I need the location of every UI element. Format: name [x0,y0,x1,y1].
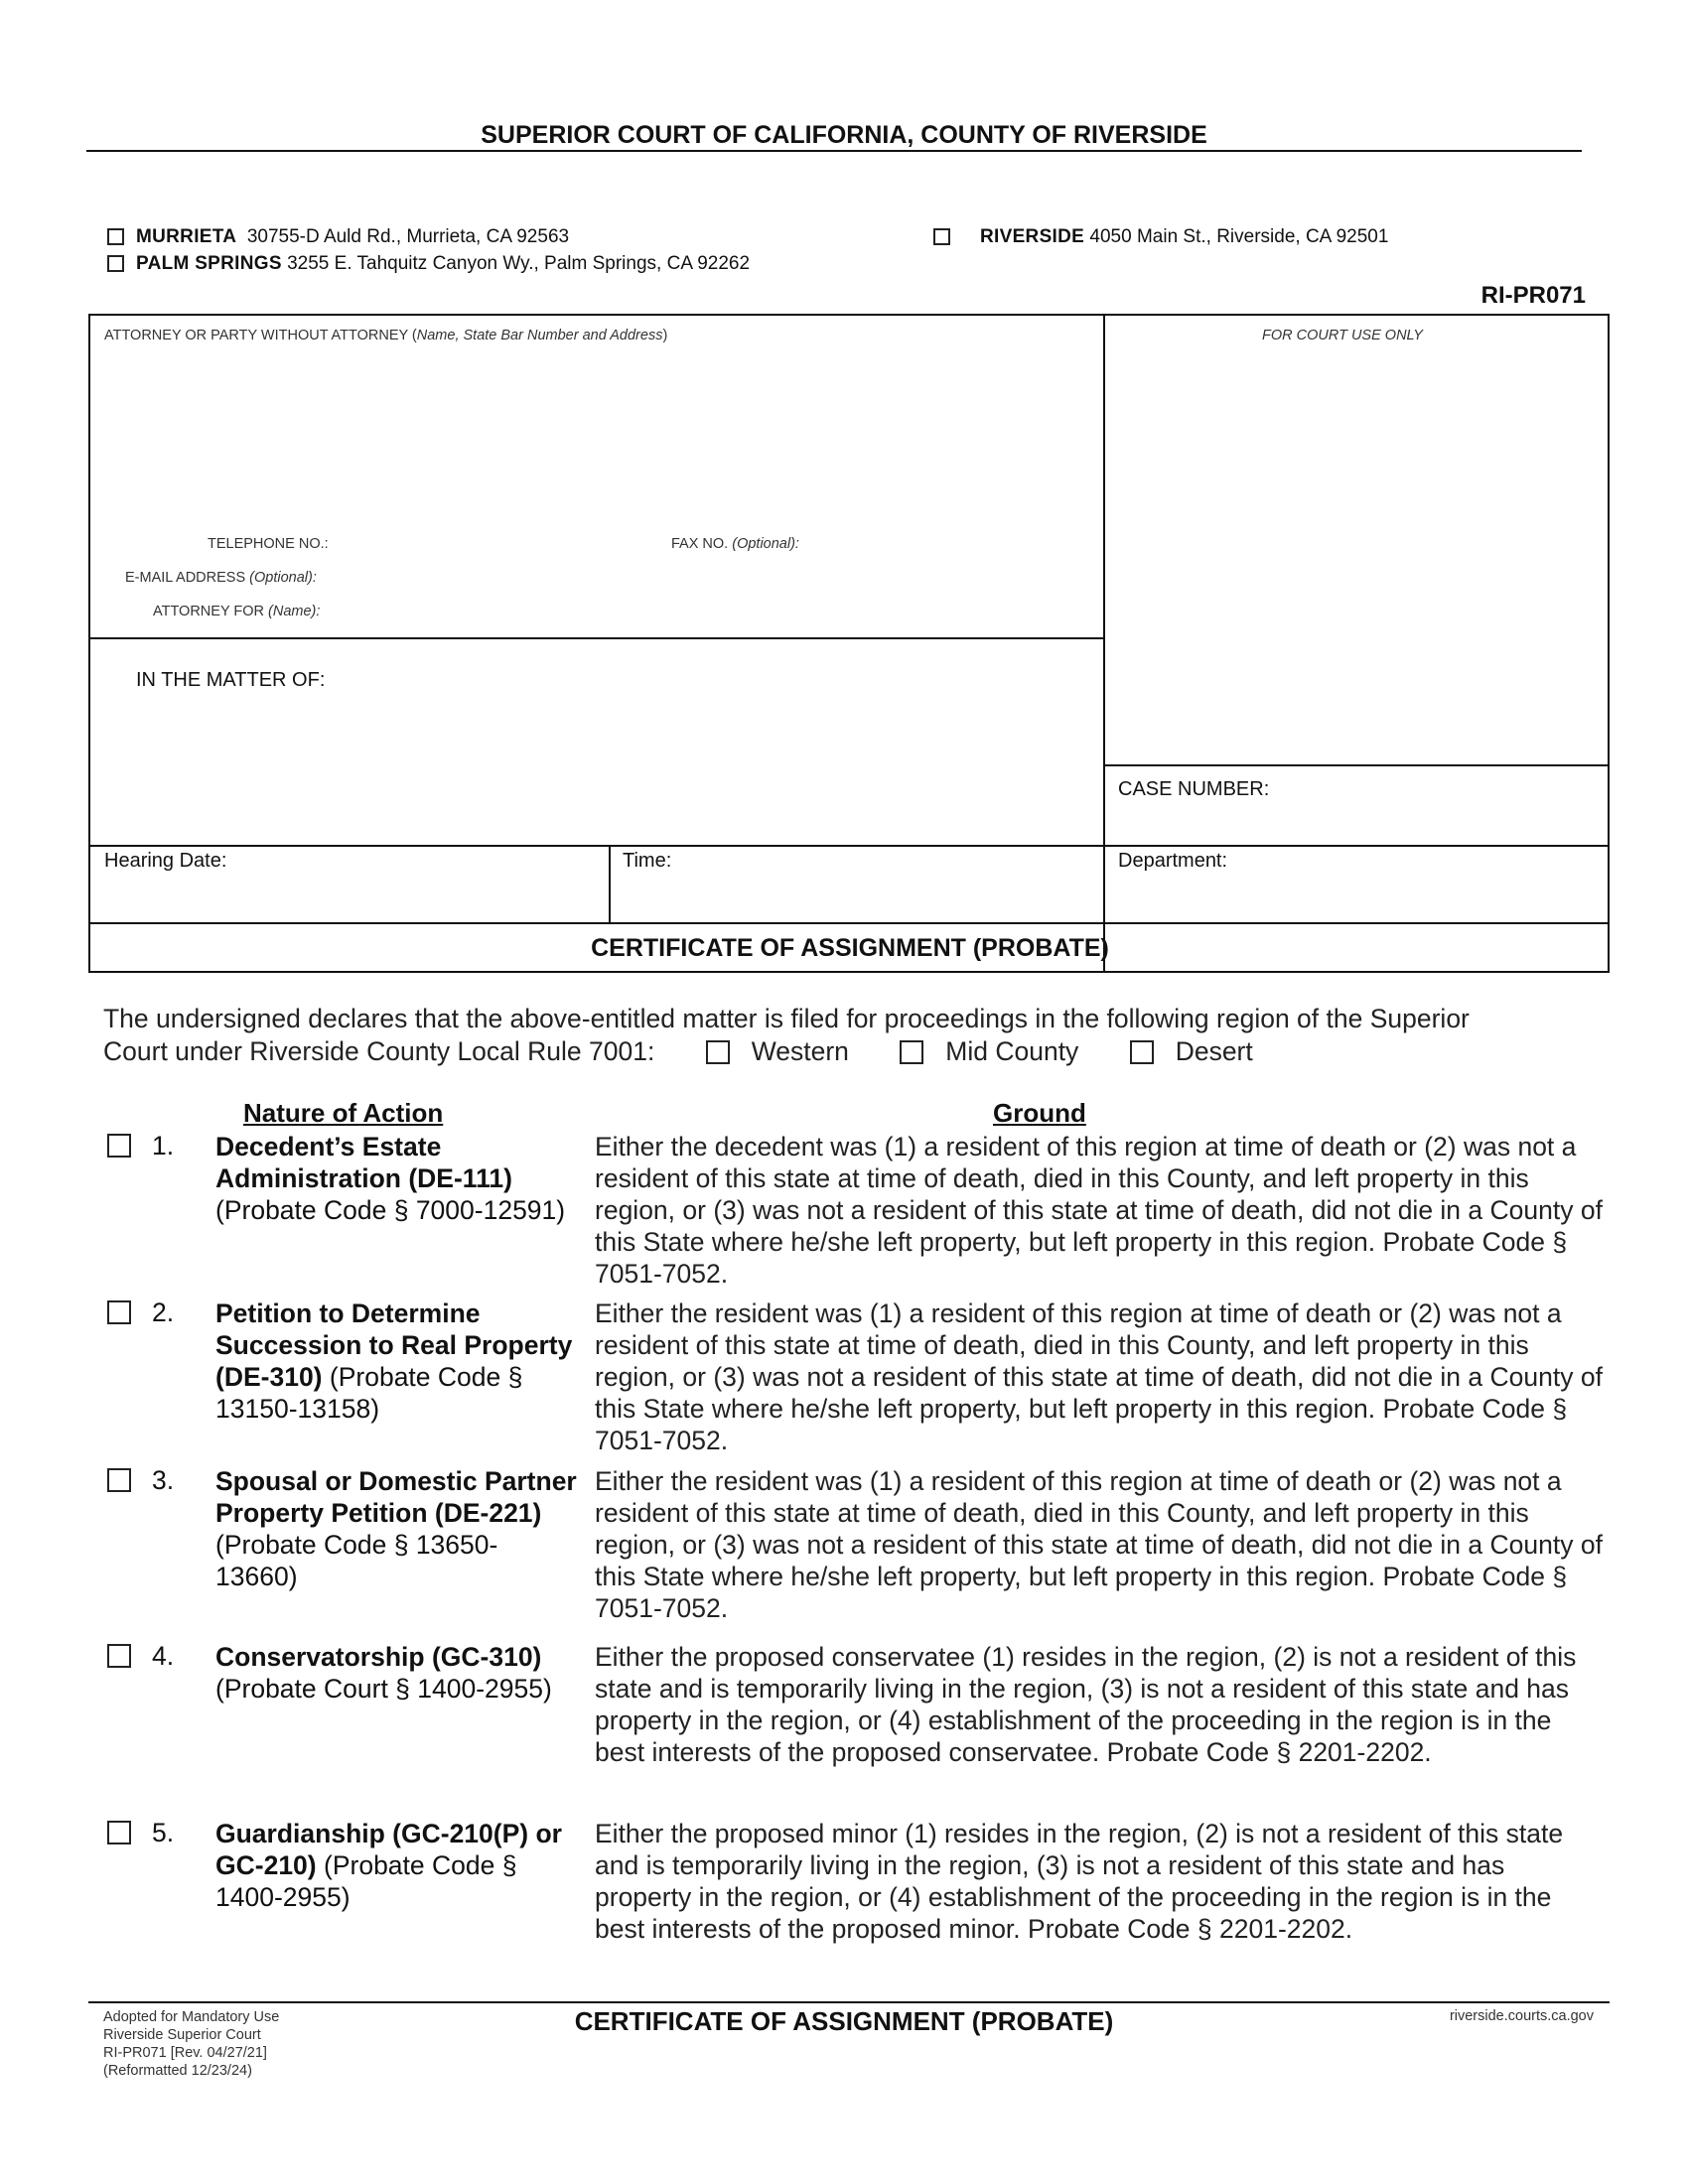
email-hint: (Optional): [249,570,317,586]
ground-3: Either the resident was (1) a resident of this region at time of death or (2) was not a resident of this state at time of death, died in this County, and left property in this region, or (3) was not a resident of this state at time of death, did not die in a County of this State where he/she left property, but left property in this region. Probate Code § 7051-7052. [595,1466,1603,1623]
ground-5: Either the proposed minor (1) resides in the region, (2) is not a resident of this state and is temporarily living in the region, (3) is not a resident of this state and has property in the region, or (4) establishment of the proceeding in the region is in the best interests of the proposed minor. Probate Code § 2201-2202. [595,1819,1564,1944]
action-title: Petition to Determine Succession to Real Property (DE-310) [215,1298,573,1392]
footer-line: (Reformatted 12/23/24) [103,2063,252,2079]
location-palm-springs [107,253,750,275]
western-checkbox[interactable] [706,1040,730,1064]
case-number-label: CASE NUMBER: [1118,778,1270,800]
caption-box [88,314,1610,973]
action-3 [215,1465,578,1592]
location-name: PALM SPRINGS [136,253,282,274]
region-mid-county[interactable] [900,1035,1078,1068]
action-code: (Probate Court § 1400-2955) [215,1674,552,1704]
action-code: (Probate Code § 13650-13660) [215,1530,498,1591]
riverside-checkbox[interactable] [933,228,950,245]
ground-4: Either the proposed conservatee (1) resides in the region, (2) is not a resident of this state and is temporarily living in the region, (3) is not a resident of this state and has property in the region, or (4) establishment of the proceeding in the region is in the best interests of the proposed conservatee. Probate Code § 2201-2202. [595,1642,1577,1767]
footer-website: riverside.courts.ca.gov [1449,2008,1594,2024]
fax-label [671,536,799,552]
case-number-divider [1103,764,1610,766]
attorney-label-hint: Name, State Bar Number and Address [416,328,663,343]
mid-county-checkbox[interactable] [900,1040,923,1064]
footer-divider [88,2001,1610,2003]
title-row-divider [90,922,1610,924]
declaration-line-2-text: Court under Riverside County Local Rule 7001: [103,1036,655,1066]
action-title: Conservatorship (GC-310) [215,1642,542,1672]
footer-line: Riverside Superior Court [103,2027,261,2043]
location-address: 3255 E. Tahquitz Canyon Wy., Palm Springs, CA 92262 [287,253,751,274]
time-label: Time: [623,850,672,872]
action-5 [215,1818,578,1913]
fax-hint: (Optional): [732,536,799,552]
action-2-checkbox[interactable] [107,1300,131,1324]
action-3-checkbox[interactable] [107,1468,131,1492]
region-desert[interactable] [1130,1035,1253,1068]
region-label: Mid County [945,1036,1079,1066]
action-1-checkbox[interactable] [107,1134,131,1158]
attorney-label-text: ATTORNEY OR PARTY WITHOUT ATTORNEY ( [104,328,417,343]
location-address: 4050 Main St., Riverside, CA 92501 [1089,226,1389,247]
action-number: 4. [152,1641,175,1671]
region-label: Western [751,1036,849,1066]
location-riverside [933,226,1388,248]
action-code: (Probate Code § 1400-2955) [215,1850,517,1912]
action-1 [215,1131,578,1226]
ground-header: Ground [993,1098,1086,1128]
action-code: (Probate Code § 7000-12591) [215,1195,566,1225]
email-label-text: E-MAIL ADDRESS [125,570,246,586]
action-2 [215,1297,578,1425]
action-number: 3. [152,1465,175,1495]
matter-label: IN THE MATTER OF: [136,669,326,691]
telephone-label: TELEPHONE NO.: [208,536,329,552]
hearing-date-label: Hearing Date: [104,850,227,872]
court-use-label [1262,328,1423,343]
form-id: RI-PR071 [1480,282,1586,309]
attorney-for-label [153,604,320,619]
ground-1: Either the decedent was (1) a resident of this region at time of death or (2) was not a resident of this state at time of death, died in this County, and left property in this region, or (3) was not a resident of this state at time of death, did not die in a County of this State where he/she left property, but left property in this region. Probate Code § 7051-7052. [595,1132,1603,1289]
hearing-divider [90,845,1610,847]
footer-line: RI-PR071 [Rev. 04/27/21] [103,2045,267,2061]
declaration-line-2 [103,1035,1593,1068]
form-title: CERTIFICATE OF ASSIGNMENT (PROBATE) [591,934,1109,962]
location-name: MURRIETA [136,226,237,247]
action-title: Decedent’s Estate Administration (DE-111) [215,1132,512,1193]
palm-springs-checkbox[interactable] [107,255,124,272]
court-use-text: FOR COURT USE ONLY [1262,328,1423,343]
desert-checkbox[interactable] [1130,1040,1154,1064]
action-number: 2. [152,1297,175,1327]
action-number: 5. [152,1818,175,1847]
location-name: RIVERSIDE [980,226,1085,247]
nature-of-action-header: Nature of Action [243,1098,444,1128]
location-address: 30755-D Auld Rd., Murrieta, CA 92563 [246,226,570,247]
action-title: Spousal or Domestic Partner Property Petition (DE-221) [215,1466,577,1528]
action-5-checkbox[interactable] [107,1821,131,1844]
action-number: 1. [152,1131,175,1160]
action-title: Guardianship (GC-210(P) or GC-210) [215,1819,562,1880]
attorney-label-close: ) [662,328,668,343]
department-label: Department: [1118,850,1228,872]
footer-title: CERTIFICATE OF ASSIGNMENT (PROBATE) [574,2006,1114,2036]
attorney-for-hint: (Name): [268,604,321,619]
attorney-for-text: ATTORNEY FOR [153,604,264,619]
attorney-divider [90,637,1103,639]
court-title: SUPERIOR COURT OF CALIFORNIA, COUNTY OF RIVERSIDE [481,121,1207,149]
action-code: (Probate Code § 13150-13158) [215,1362,523,1424]
declaration [103,1003,1593,1068]
court-use-divider [1103,316,1105,971]
region-label: Desert [1175,1036,1253,1066]
region-western[interactable] [706,1035,849,1068]
declaration-line-1: The undersigned declares that the above-entitled matter is filed for proceedings in the following region of the Superior [103,1004,1470,1033]
title-divider [86,150,1582,152]
action-4 [215,1641,578,1705]
footer-line: Adopted for Mandatory Use [103,2009,280,2025]
time-divider [609,845,611,922]
fax-label-text: FAX NO. [671,536,729,552]
ground-2: Either the resident was (1) a resident of this region at time of death or (2) was not a resident of this state at time of death, died in this County, and left property in this region, or (3) was not a resident of this state at time of death, did not die in a County of this State where he/she left property, but left property in this region. Probate Code § 7051-7052. [595,1298,1603,1455]
location-murrieta [107,226,569,248]
email-label [125,570,317,586]
action-4-checkbox[interactable] [107,1644,131,1668]
attorney-label [104,328,667,343]
murrieta-checkbox[interactable] [107,228,124,245]
